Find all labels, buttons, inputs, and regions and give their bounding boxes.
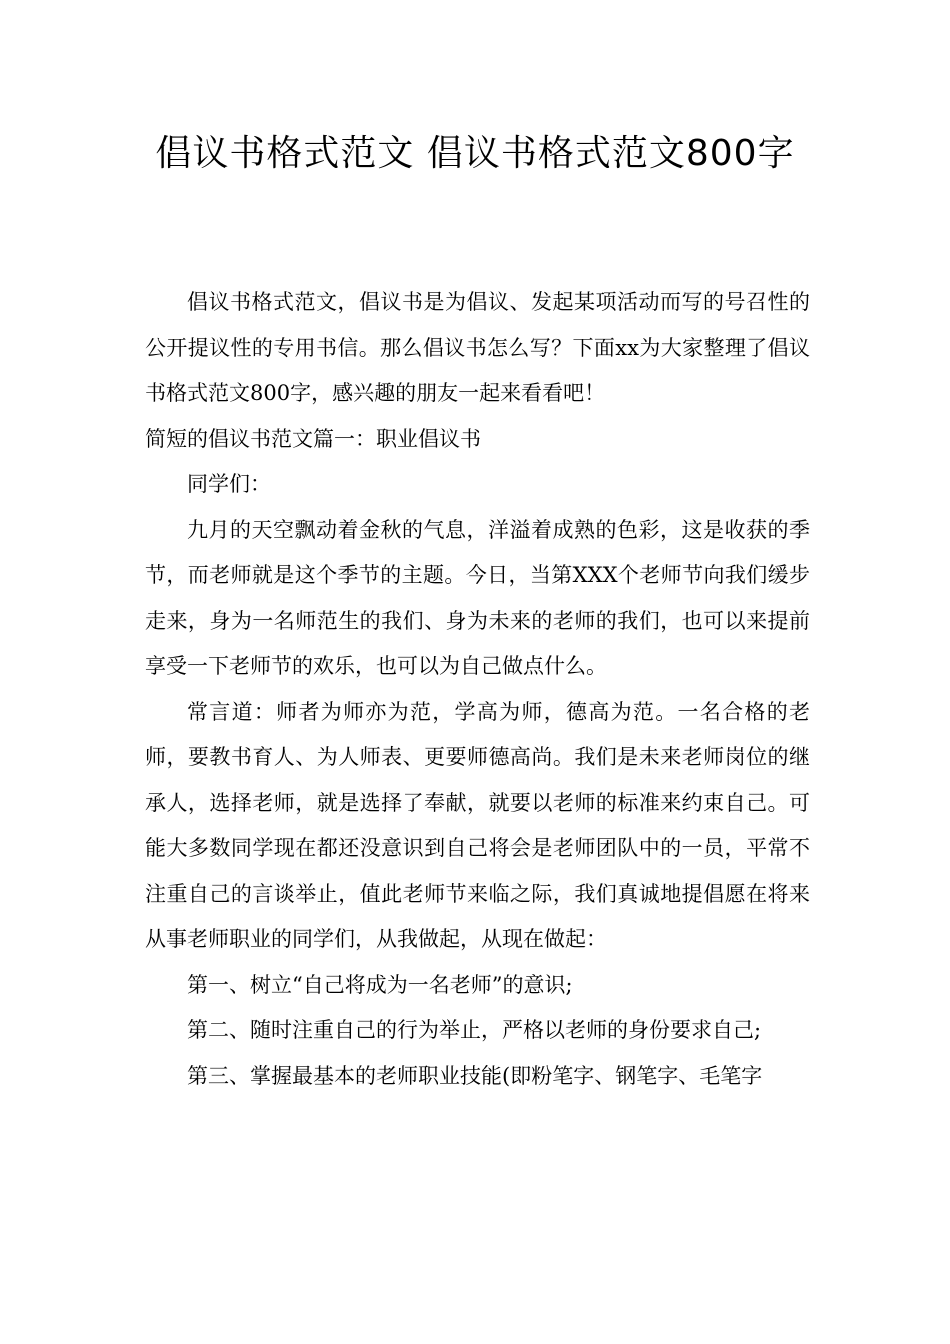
section-heading: 简短的倡议书范文篇一：职业倡议书 [145, 426, 481, 451]
document-body [145, 280, 810, 1099]
paragraph-item-1: 第一、树立“自己将成为一名老师”的意识; [187, 972, 573, 997]
document-title: 倡议书格式范文 倡议书格式范文800字 [155, 133, 795, 174]
paragraph-item-3: 第三、掌握最基本的老师职业技能(即粉笔字、钢笔字、毛笔字 [187, 1063, 763, 1088]
paragraph-saying: 常言道：师者为师亦为范，学高为师，德高为范。一名合格的老师，要教书育人、为人师表、更要师德高尚。我们是未来老师岗位的继承人，选择老师，就是选择了奉献，就要以老师的标准来约束自己。可能大多数同学现在都还没意识到自己将会是老师团队中的一员，平常不注重自己的言谈举止，值此老师节来临之际，我们真诚地提倡愿在将来从事老师职业的同学们，从我做起，从现在做起： [145, 699, 810, 951]
paragraph-intro: 倡议书格式范文，倡议书是为倡议、发起某项活动而写的号召性的公开提议性的专用书信。那么倡议书怎么写？下面xx为大家整理了倡议书格式范文800字，感兴趣的朋友一起来看看吧！ [145, 290, 810, 405]
paragraph-salutation: 同学们： [187, 472, 271, 496]
paragraph-item-2: 第二、随时注重自己的行为举止，严格以老师的身份要求自己; [187, 1018, 762, 1042]
paragraph-september: 九月的天空飘动着金秋的气息，洋溢着成熟的色彩，这是收获的季节，而老师就是这个季节的主题。今日，当第XXX个老师节向我们缓步走来，身为一名师范生的我们、身为未来的老师的我们，也可以来提前享受一下老师节的欢乐，也可以为自己做点什么。 [145, 517, 810, 678]
